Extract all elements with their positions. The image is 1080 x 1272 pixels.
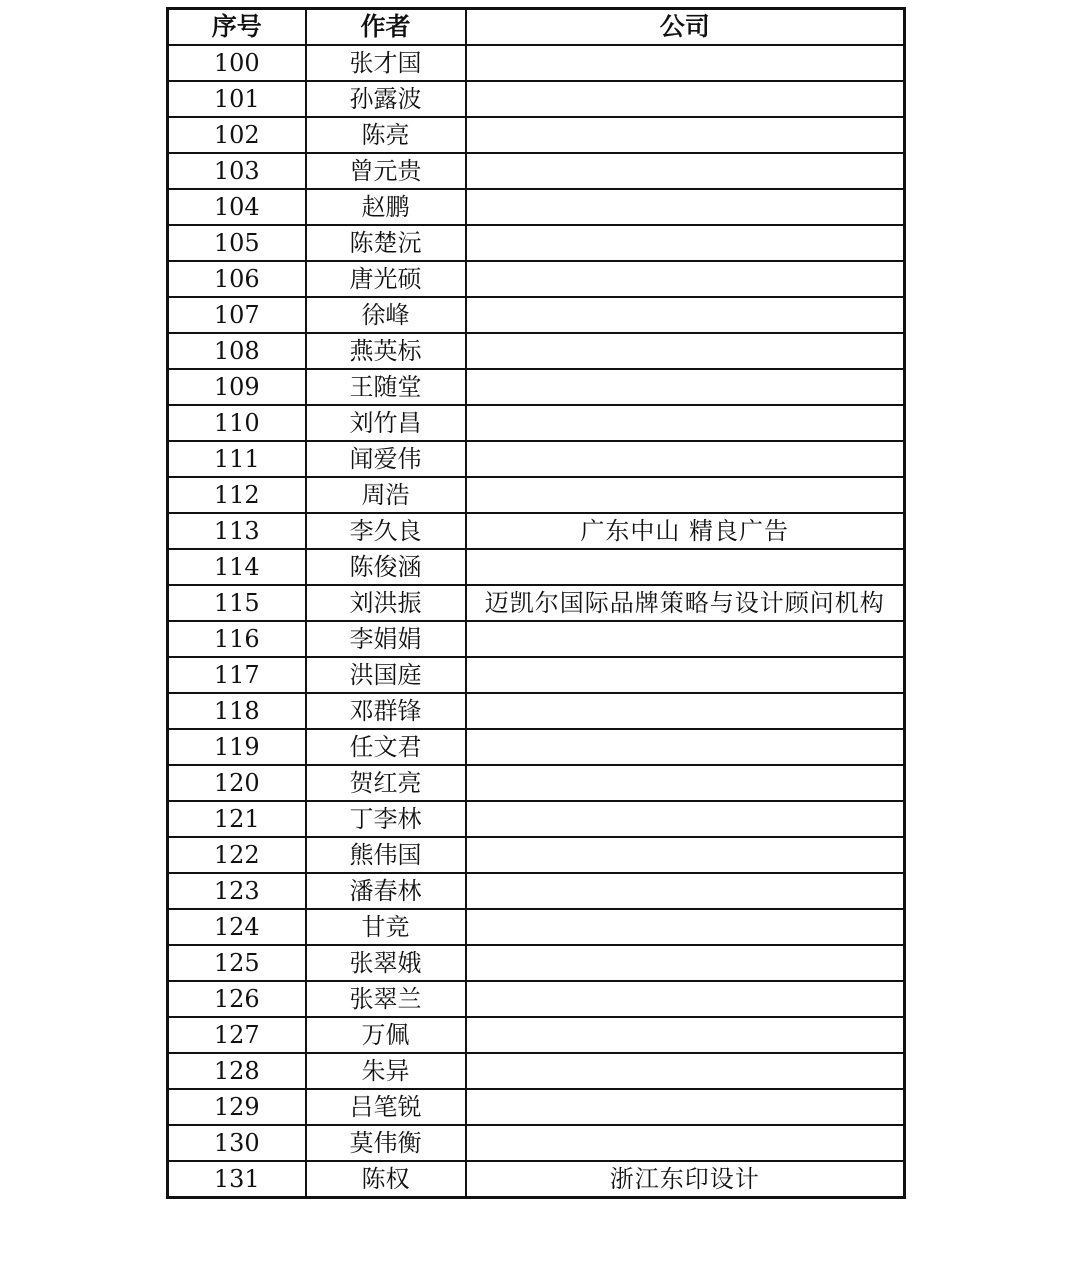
header-row [168, 9, 905, 46]
row-index-cell: 104 [168, 189, 306, 225]
row-author-cell: 曾元贵 [306, 153, 466, 189]
table-row [168, 117, 905, 153]
row-index-cell: 130 [168, 1125, 306, 1161]
author-table [166, 7, 906, 1199]
row-index-cell: 102 [168, 117, 306, 153]
row-index-cell: 123 [168, 873, 306, 909]
table-row [168, 477, 905, 513]
row-author-cell: 任文君 [306, 729, 466, 765]
table-row [168, 549, 905, 585]
row-company-cell [466, 657, 905, 693]
table-row [168, 153, 905, 189]
row-index-cell: 113 [168, 513, 306, 549]
row-author-cell: 刘洪振 [306, 585, 466, 621]
table-row [168, 369, 905, 405]
row-company-cell [466, 837, 905, 873]
row-author-cell: 丁李林 [306, 801, 466, 837]
row-index-cell: 122 [168, 837, 306, 873]
row-author-cell: 唐光硕 [306, 261, 466, 297]
table-row [168, 513, 905, 549]
row-company-cell [466, 261, 905, 297]
row-company-cell [466, 801, 905, 837]
row-author-cell: 燕英标 [306, 333, 466, 369]
table-row [168, 657, 905, 693]
row-company-cell [466, 117, 905, 153]
table-row [168, 261, 905, 297]
table-row [168, 81, 905, 117]
row-company-cell [466, 297, 905, 333]
table-row [168, 333, 905, 369]
table-row [168, 1161, 905, 1198]
row-index-cell: 106 [168, 261, 306, 297]
row-author-cell: 张才国 [306, 45, 466, 81]
row-company-cell: 浙江东印设计 [466, 1161, 905, 1198]
row-company-cell [466, 225, 905, 261]
row-company-cell [466, 729, 905, 765]
table-row [168, 1125, 905, 1161]
row-company-cell [466, 873, 905, 909]
row-author-cell: 陈权 [306, 1161, 466, 1198]
row-company-cell [466, 1125, 905, 1161]
row-index-cell: 131 [168, 1161, 306, 1198]
row-index-cell: 117 [168, 657, 306, 693]
row-index-cell: 119 [168, 729, 306, 765]
row-index-cell: 124 [168, 909, 306, 945]
table-row [168, 189, 905, 225]
row-author-cell: 王随堂 [306, 369, 466, 405]
row-author-cell: 贺红亮 [306, 765, 466, 801]
row-index-cell: 110 [168, 405, 306, 441]
table-row [168, 765, 905, 801]
row-company-cell [466, 1089, 905, 1125]
row-author-cell: 周浩 [306, 477, 466, 513]
row-company-cell [466, 45, 905, 81]
row-author-cell: 闻爱伟 [306, 441, 466, 477]
table-row [168, 441, 905, 477]
row-author-cell: 徐峰 [306, 297, 466, 333]
row-author-cell: 甘竞 [306, 909, 466, 945]
row-company-cell [466, 333, 905, 369]
row-author-cell: 李久良 [306, 513, 466, 549]
row-index-cell: 120 [168, 765, 306, 801]
row-company-cell [466, 945, 905, 981]
row-author-cell: 陈楚沅 [306, 225, 466, 261]
row-company-cell: 广东中山 精良广告 [466, 513, 905, 549]
table-row [168, 945, 905, 981]
row-company-cell [466, 441, 905, 477]
table-row [168, 405, 905, 441]
row-author-cell: 邓群锋 [306, 693, 466, 729]
header-company: 公司 [466, 9, 905, 46]
table-row [168, 693, 905, 729]
row-company-cell [466, 765, 905, 801]
row-index-cell: 103 [168, 153, 306, 189]
row-index-cell: 107 [168, 297, 306, 333]
row-company-cell [466, 621, 905, 657]
row-company-cell [466, 369, 905, 405]
row-company-cell: 迈凯尔国际品牌策略与设计顾问机构 [466, 585, 905, 621]
table-row [168, 297, 905, 333]
row-author-cell: 朱异 [306, 1053, 466, 1089]
table-row [168, 873, 905, 909]
header-author: 作者 [306, 9, 466, 46]
table-row [168, 909, 905, 945]
row-index-cell: 115 [168, 585, 306, 621]
row-author-cell: 张翠兰 [306, 981, 466, 1017]
table-row [168, 585, 905, 621]
header-index: 序号 [168, 9, 306, 46]
table-row [168, 1089, 905, 1125]
row-author-cell: 洪国庭 [306, 657, 466, 693]
row-index-cell: 101 [168, 81, 306, 117]
table-row [168, 801, 905, 837]
row-author-cell: 孙露波 [306, 81, 466, 117]
table-row [168, 837, 905, 873]
row-index-cell: 127 [168, 1017, 306, 1053]
row-author-cell: 李娟娟 [306, 621, 466, 657]
table-header [168, 9, 905, 46]
row-company-cell [466, 81, 905, 117]
row-company-cell [466, 405, 905, 441]
row-author-cell: 莫伟衡 [306, 1125, 466, 1161]
row-company-cell [466, 1053, 905, 1089]
table-row [168, 1017, 905, 1053]
row-company-cell [466, 153, 905, 189]
row-company-cell [466, 909, 905, 945]
table-row [168, 45, 905, 81]
table-row [168, 225, 905, 261]
row-index-cell: 126 [168, 981, 306, 1017]
row-index-cell: 114 [168, 549, 306, 585]
row-author-cell: 刘竹昌 [306, 405, 466, 441]
row-index-cell: 111 [168, 441, 306, 477]
row-index-cell: 128 [168, 1053, 306, 1089]
row-index-cell: 129 [168, 1089, 306, 1125]
row-company-cell [466, 693, 905, 729]
table-row [168, 981, 905, 1017]
row-author-cell: 潘春林 [306, 873, 466, 909]
table-body [168, 45, 905, 1198]
row-company-cell [466, 549, 905, 585]
row-company-cell [466, 1017, 905, 1053]
row-author-cell: 吕笔锐 [306, 1089, 466, 1125]
row-index-cell: 109 [168, 369, 306, 405]
row-company-cell [466, 477, 905, 513]
row-index-cell: 100 [168, 45, 306, 81]
row-author-cell: 陈亮 [306, 117, 466, 153]
table-row [168, 621, 905, 657]
row-index-cell: 116 [168, 621, 306, 657]
row-company-cell [466, 981, 905, 1017]
row-author-cell: 赵鹏 [306, 189, 466, 225]
row-index-cell: 125 [168, 945, 306, 981]
row-company-cell [466, 189, 905, 225]
row-index-cell: 108 [168, 333, 306, 369]
row-author-cell: 万佩 [306, 1017, 466, 1053]
row-index-cell: 118 [168, 693, 306, 729]
row-author-cell: 熊伟国 [306, 837, 466, 873]
row-index-cell: 105 [168, 225, 306, 261]
table-row [168, 1053, 905, 1089]
row-index-cell: 121 [168, 801, 306, 837]
row-author-cell: 张翠娥 [306, 945, 466, 981]
row-index-cell: 112 [168, 477, 306, 513]
row-author-cell: 陈俊涵 [306, 549, 466, 585]
table-row [168, 729, 905, 765]
